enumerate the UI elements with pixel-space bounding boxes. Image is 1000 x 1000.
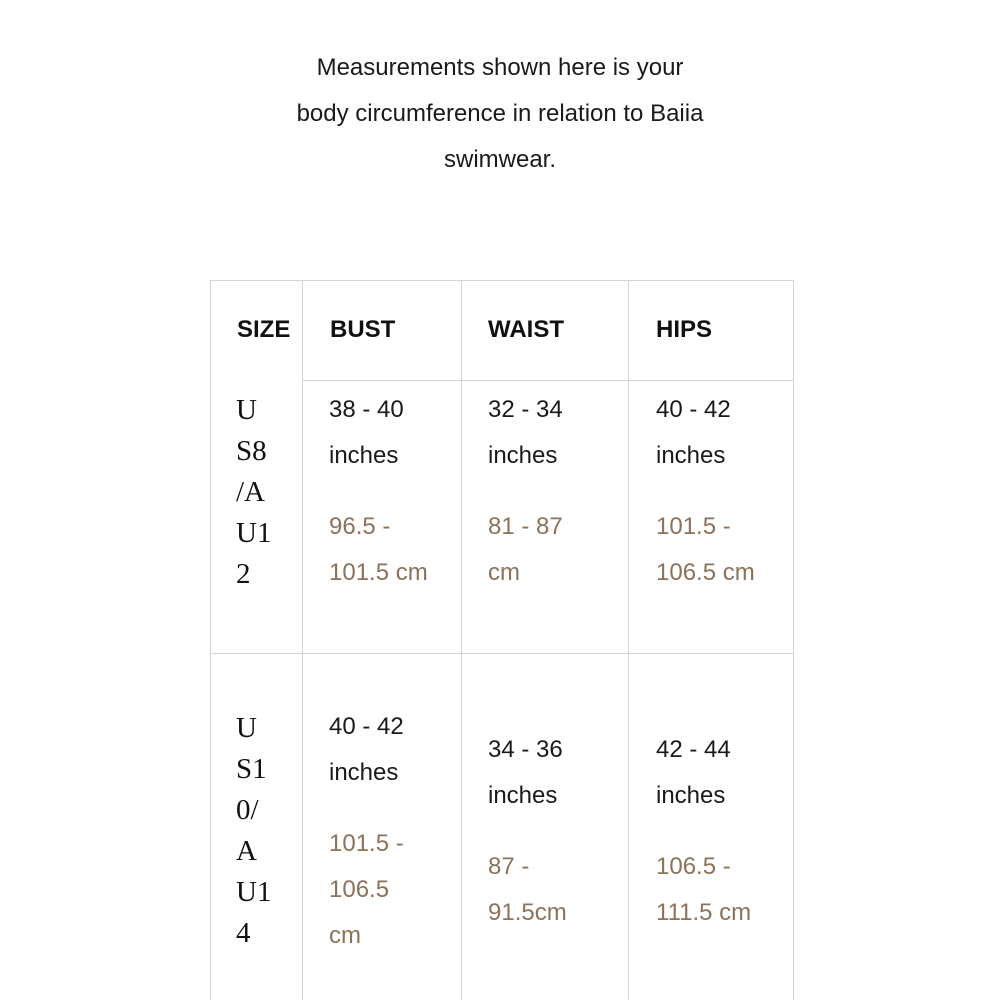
row-divider xyxy=(210,653,794,654)
size-chart-table xyxy=(210,280,794,1000)
cm-range: 87 - xyxy=(488,853,530,880)
header-size: SIZE xyxy=(237,316,291,343)
inches-unit: inches xyxy=(329,759,399,786)
waist-value xyxy=(488,387,563,596)
column-divider xyxy=(461,280,462,1000)
cm-unit: cm xyxy=(329,922,361,949)
cm-range: 91.5cm xyxy=(488,899,567,926)
inches-range: 40 - 42 xyxy=(656,396,731,423)
inches-unit: inches xyxy=(488,442,558,469)
table-border-right xyxy=(793,280,794,1000)
cm-range: 106.5 cm xyxy=(656,559,755,586)
column-divider xyxy=(302,280,303,1000)
size-label: U S1 0/ A U1 4 xyxy=(236,712,272,949)
inches-range: 34 - 36 xyxy=(488,736,563,763)
cm-range: 101.5 cm xyxy=(329,559,428,586)
header-bust: BUST xyxy=(330,316,396,343)
cm-range: 106.5 - xyxy=(656,853,731,880)
cm-range: 101.5 - xyxy=(656,513,731,540)
cm-range: cm xyxy=(488,559,520,586)
cm-range: 111.5 cm xyxy=(656,899,752,926)
table-border-left xyxy=(210,280,211,1000)
inches-unit: inches xyxy=(656,442,726,469)
waist-value xyxy=(488,727,567,936)
inches-range: 32 - 34 xyxy=(488,396,563,423)
inches-unit: inches xyxy=(488,782,558,809)
intro-line: Measurements shown here is your xyxy=(316,54,684,81)
inches-range: 42 - 44 xyxy=(656,736,731,763)
cm-range: 81 - 87 xyxy=(488,513,563,540)
header-hips: HIPS xyxy=(656,316,713,343)
intro-line: swimwear. xyxy=(443,146,557,173)
header-waist: WAIST xyxy=(488,316,564,343)
hips-value xyxy=(656,727,751,936)
inches-range: 40 - 42 xyxy=(329,713,404,740)
inches-range: 38 - 40 xyxy=(329,396,404,423)
intro-line: body circumference in relation to Baiia xyxy=(296,100,704,127)
header-row-divider xyxy=(302,380,794,381)
bust-value xyxy=(329,704,404,959)
table-border-top xyxy=(210,280,794,281)
column-divider xyxy=(628,280,629,1000)
size-label: U S8 /A U1 2 xyxy=(236,394,272,590)
intro-text xyxy=(200,45,800,183)
cm-range: 101.5 - xyxy=(329,830,404,857)
cm-range: 106.5 xyxy=(329,876,390,903)
inches-unit: inches xyxy=(656,782,726,809)
cm-range: 96.5 - xyxy=(329,513,391,540)
bust-value xyxy=(329,387,428,596)
inches-unit: inches xyxy=(329,442,399,469)
hips-value xyxy=(656,387,755,596)
